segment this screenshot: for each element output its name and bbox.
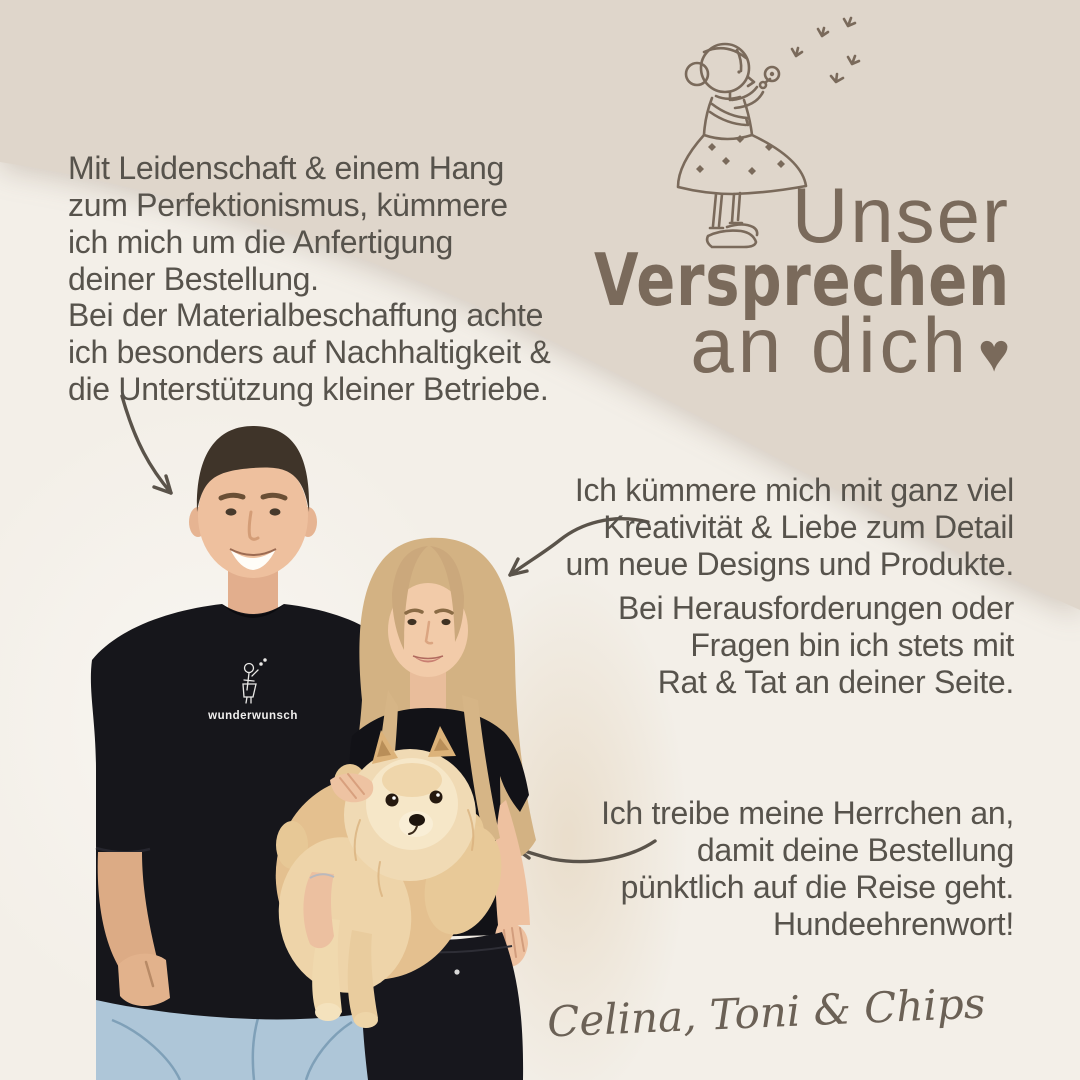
title-line-3: an dich ♥	[690, 301, 1010, 389]
materials-text: Bei der Materialbeschaffung achte ich besonders auf Nachhaltigkeit & die Unterstützung kleiner Betriebe.	[68, 297, 551, 407]
shirt-logo-text: wunderwunsch	[208, 710, 298, 722]
title-line-1: Unser	[791, 171, 1010, 259]
support-text: Bei Herausforderungen oder Fragen bin ich stets mit Rat & Tat an deiner Seite.	[617, 590, 1014, 700]
title-line-2: Versprechen	[594, 238, 1010, 322]
signature: Celina, Toni & Chips	[545, 978, 986, 1047]
creativity-text: Ich kümmere mich mit ganz viel Kreativität & Liebe zum Detail um neue Designs und Produkte.	[565, 472, 1014, 582]
page-title	[490, 171, 1010, 389]
intro-text: Mit Leidenschaft & einem Hang zum Perfektionismus, kümmere ich mich um die Anfertigung deiner Bestellung.	[68, 150, 508, 297]
dog-text: Ich treibe meine Herrchen an, damit deine Bestellung pünktlich auf die Reise geht. Hundeehrenwort!	[601, 795, 1014, 942]
heart-icon: ♥	[977, 323, 1010, 383]
